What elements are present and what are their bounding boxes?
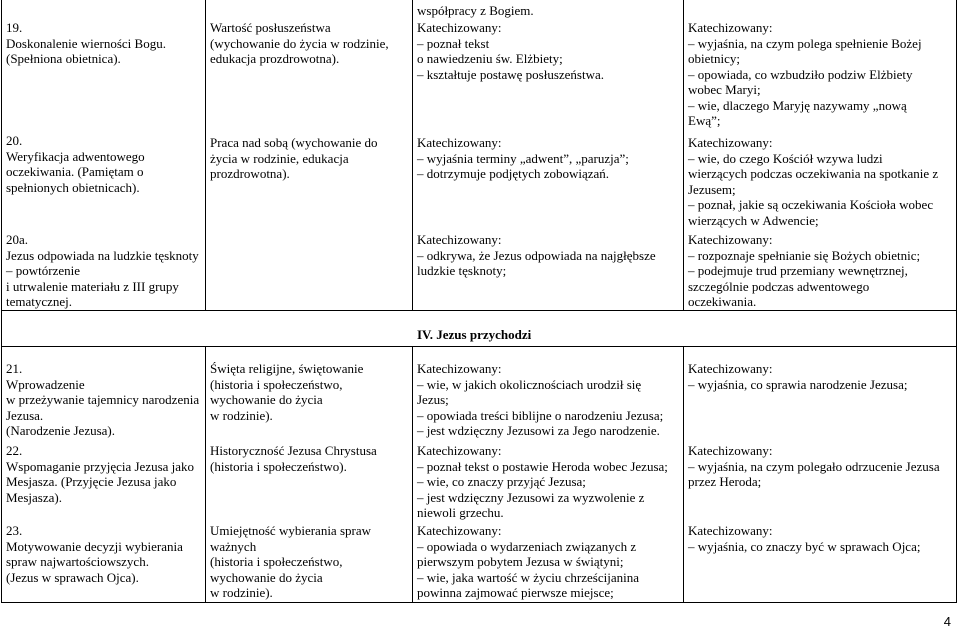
text-line: Ewą”;	[688, 113, 721, 128]
text-line: Katechizowany:	[417, 20, 502, 35]
text-line: – rozpoznaje spełnianie się Bożych obietnic;	[688, 247, 921, 263]
text-line: niewoli grzechu.	[417, 505, 504, 520]
text-line: (Narodzenie Jezusa).	[6, 423, 115, 438]
lesson-19-correlation	[210, 20, 389, 67]
text-line: – wie, do czego Kościół wzywa ludzi	[688, 150, 883, 166]
text-line: Weryfikacja adwentowego	[6, 148, 145, 164]
text-line: Jezusem;	[688, 181, 736, 197]
text-line: – opowiada, co wzbudziło podziw Elżbiety	[688, 66, 913, 82]
text-line: szczególnie podczas adwentowego	[688, 278, 870, 294]
text-line: o nawiedzeniu św. Elżbiety;	[417, 51, 563, 66]
text-line: – podejmuje trud przemiany wewnętrznej,	[688, 263, 908, 278]
table-border	[1, 346, 2, 603]
text-line: oczekiwania.	[688, 294, 757, 309]
text-line: wierzących w Adwencie;	[688, 212, 819, 228]
text-line: i utrwalenie materiału z III grupy	[6, 278, 179, 294]
text-line: Motywowanie decyzji wybierania	[6, 538, 183, 554]
table-border	[956, 346, 957, 603]
lesson-22-outcomes	[688, 443, 940, 490]
text-line: Katechizowany:	[688, 232, 773, 247]
section-title: IV. Jezus przychodzi	[417, 327, 532, 342]
text-line: wierzących podczas oczekiwania na spotkanie z	[688, 166, 939, 181]
text-line: Katechizowany:	[688, 135, 773, 150]
text-line: spełnionych obietnicach).	[6, 179, 140, 195]
table-border	[1, 310, 2, 346]
text-line: Katechizowany:	[688, 443, 773, 458]
lesson-23-correlation	[210, 523, 371, 601]
lesson-21-outcomes	[688, 361, 907, 392]
text-line: – poznał tekst	[417, 35, 490, 51]
text-line: w rodzinie).	[210, 585, 273, 600]
text-line: powinna zajmować pierwsze miejsce;	[417, 585, 614, 600]
table-border	[956, 310, 957, 346]
text-line: Umiejętność wybierania spraw	[210, 523, 372, 538]
text-line: (wychowanie do życia w rodzinie,	[210, 35, 389, 51]
text-line: – wie, co znaczy przyjąć Jezusa;	[417, 474, 586, 489]
text-line: pierwszym pobytem Jezusa w świątyni;	[417, 554, 624, 569]
table-border	[412, 0, 413, 311]
lesson-20a-topic	[6, 232, 199, 310]
text-line: – poznał tekst o postawie Heroda wobec Jezusa;	[417, 458, 668, 474]
text-line: Katechizowany:	[688, 20, 773, 35]
text-line: – dotrzymuje podjętych zobowiązań.	[417, 166, 610, 181]
page-number: 4	[943, 614, 951, 629]
text-line: – powtórzenie	[6, 263, 81, 278]
text-line: – kształtuje postawę posłuszeństwa.	[417, 66, 605, 82]
lesson-23-outcomes	[688, 523, 920, 554]
text-line: ludzkie tęsknoty;	[417, 263, 507, 278]
text-line: Jezusa.	[6, 407, 44, 423]
text-line: Mesjasza).	[6, 489, 62, 505]
lesson-23-requirements	[417, 523, 639, 601]
text-line: spraw najwartościowszych.	[6, 554, 149, 569]
lesson-20-topic	[6, 133, 145, 195]
text-line: – jest wdzięczny Jezusowi za Jego narodzenie.	[417, 423, 660, 438]
text-line: – poznał, jakie są oczekiwania Kościoła wobec	[688, 197, 934, 212]
text-line: Historyczność Jezusa Chrystusa	[210, 443, 377, 458]
text-line: – wyjaśnia terminy „adwent”, „paruzja”;	[417, 150, 629, 166]
text-line: Katechizowany:	[688, 523, 773, 538]
text-line: Katechizowany:	[417, 523, 502, 538]
text-line: prozdrowotna).	[210, 166, 290, 181]
lesson-20a-outcomes	[688, 232, 920, 310]
text-line: – wie, dlaczego Maryję nazywamy „nową	[688, 97, 907, 113]
table-border	[1, 602, 957, 603]
lesson-22-correlation	[210, 443, 377, 474]
table-border	[412, 346, 413, 603]
text-line: życia w rodzinie, edukacja	[210, 150, 349, 166]
text-line: – opowiada treści biblijne o narodzeniu Jezusa;	[417, 407, 664, 423]
text-line: Doskonalenie wierności Bogu.	[6, 35, 166, 51]
text-line: ważnych	[210, 538, 257, 554]
text-line: w rodzinie).	[210, 407, 273, 423]
lesson-22-requirements	[417, 443, 668, 521]
text-line: (historia i społeczeństwo,	[210, 376, 343, 392]
text-line: 23.	[6, 523, 23, 538]
lesson-23-topic	[6, 523, 183, 585]
text-line: – wyjaśnia, na czym polegało odrzucenie Jezusa	[688, 458, 940, 474]
text-line: – wie, jaka wartość w życiu chrześcijanina	[417, 569, 639, 585]
table-border	[683, 346, 684, 603]
text-line: (Jezus w sprawach Ojca).	[6, 569, 139, 585]
text-line: – wyjaśnia, co sprawia narodzenie Jezusa;	[688, 376, 908, 392]
lesson-20-outcomes	[688, 135, 938, 228]
text-line: (Spełniona obietnica).	[6, 51, 121, 66]
text-line: – wyjaśnia, co znaczy być w sprawach Ojca;	[688, 538, 921, 554]
table-border	[1, 310, 957, 311]
lesson-19-topic	[6, 20, 166, 67]
lesson-22-topic	[6, 443, 194, 505]
text-line: – wie, w jakich okolicznościach urodził się	[417, 376, 642, 392]
text-line: przez Heroda;	[688, 474, 762, 489]
text-line: – odkrywa, że Jezus odpowiada na najgłębsze	[417, 247, 656, 263]
lesson-21-correlation	[210, 361, 363, 423]
lesson-20a-requirements	[417, 232, 656, 279]
lesson-18-tail	[417, 3, 534, 19]
text-line: Praca nad sobą (wychowanie do	[210, 135, 378, 150]
text-line: Jezus odpowiada na ludzkie tęsknoty	[6, 247, 199, 263]
lesson-20-requirements	[417, 135, 629, 182]
text-line: w przeżywanie tajemnicy narodzenia	[6, 392, 200, 407]
text-line: 19.	[6, 20, 23, 35]
text-line: wychowanie do życia	[210, 569, 323, 585]
text-line: 20a.	[6, 232, 29, 247]
text-line: Wprowadzenie	[6, 376, 85, 392]
text-line: – jest wdzięczny Jezusowi za wyzwolenie z	[417, 489, 645, 505]
text-line: Wartość posłuszeństwa	[210, 20, 331, 35]
text-line: – wyjaśnia, na czym polega spełnienie Bożej	[688, 35, 922, 51]
text-line: obietnicy;	[688, 51, 740, 66]
table-border	[956, 0, 957, 311]
text-line: – opowiada o wydarzeniach związanych z	[417, 538, 637, 554]
text-line: (historia i społeczeństwo).	[210, 458, 347, 474]
text-line: edukacja prozdrowotna).	[210, 51, 340, 66]
text-line: 20.	[6, 133, 23, 148]
text-line: Święta religijne, świętowanie	[210, 361, 364, 376]
table-border	[205, 346, 206, 603]
table-border	[1, 346, 957, 347]
text-line: Katechizowany:	[417, 232, 502, 247]
text-line: Katechizowany:	[417, 443, 502, 458]
text-line: wobec Maryi;	[688, 82, 761, 97]
text-line: Wspomaganie przyjęcia Jezusa jako	[6, 458, 195, 474]
text-line: 22.	[6, 443, 23, 458]
text-line: (historia i społeczeństwo,	[210, 554, 343, 569]
table-border	[1, 0, 2, 311]
text-line: Katechizowany:	[417, 135, 502, 150]
text-line: Katechizowany:	[688, 361, 773, 376]
text-line: współpracy z Bogiem.	[417, 3, 534, 18]
lesson-19-requirements	[417, 20, 604, 82]
lesson-21-requirements	[417, 361, 663, 439]
lesson-20-correlation	[210, 135, 378, 182]
table-border	[205, 0, 206, 311]
text-line: oczekiwania. (Pamiętam o	[6, 164, 144, 179]
text-line: Katechizowany:	[417, 361, 502, 376]
table-border	[683, 0, 684, 311]
text-line: Mesjasza. (Przyjęcie Jezusa jako	[6, 474, 177, 489]
text-line: 21.	[6, 361, 23, 376]
lesson-21-topic	[6, 361, 199, 439]
text-line: tematycznej.	[6, 294, 73, 309]
text-line: wychowanie do życia	[210, 392, 323, 407]
text-line: Jezus;	[417, 392, 449, 407]
lesson-19-outcomes	[688, 20, 922, 129]
